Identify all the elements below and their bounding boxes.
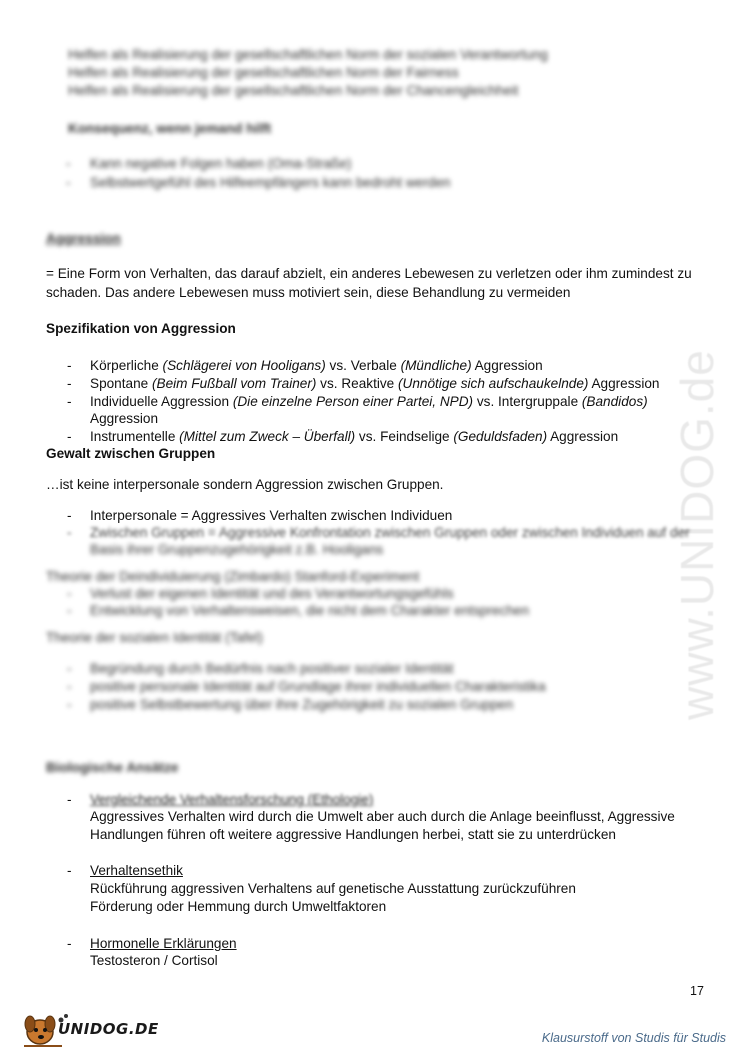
logo-text: UNIDOG.DE: [58, 1020, 159, 1038]
bullet: -: [67, 661, 72, 676]
spec-example: (Geduldsfaden): [453, 429, 548, 444]
bio-item-text: Rückführung aggressiven Verhaltens auf genetische Ausstattung zurückzuführen: [90, 881, 576, 896]
footer-tagline: Klausurstoff von Studis für Studis: [541, 1031, 726, 1045]
spec-example: (Die einzelne Person einer Partei, NPD): [232, 394, 474, 409]
gewalt-item: Zwischen Gruppen = Aggressive Konfrontation zwischen Gruppen oder zwischen Individuen auf der: [90, 525, 690, 540]
bio-item-title: Verhaltensethik: [90, 863, 183, 878]
bullet: -: [67, 586, 72, 601]
spec-text: Aggression: [588, 376, 660, 391]
bullet: -: [67, 697, 72, 712]
gewalt-item: Interpersonale = Aggressives Verhalten zwischen Individuen: [90, 508, 453, 523]
bullet: -: [67, 603, 72, 618]
spec-item: [90, 375, 659, 392]
spec-text: vs. Feindselige: [355, 429, 454, 444]
bullet: -: [67, 936, 72, 951]
bullet: -: [66, 156, 71, 171]
blurred-line: Verlust der eigenen Identität und des Verantwortungsgefühls: [90, 586, 454, 601]
spec-example: (Bandidos): [581, 394, 648, 409]
section-heading-aggression: Aggression: [46, 231, 121, 246]
gewalt-item-continuation: Basis ihrer Gruppenzugehörigkeit z.B. Hooligans: [90, 542, 384, 557]
spec-item-continuation: Aggression: [90, 411, 159, 426]
blurred-line: Entwicklung von Verhaltensweisen, die nicht dem Charakter entsprechen: [90, 603, 530, 618]
spec-heading: Spezifikation von Aggression: [46, 321, 236, 336]
blurred-line: Begründung durch Bedürfnis nach positiver sozialer Identität: [90, 661, 454, 676]
spec-text: Körperliche: [90, 358, 163, 373]
bullet: -: [67, 508, 72, 523]
bullet: -: [67, 863, 72, 878]
spec-text: Aggression: [547, 429, 619, 444]
spec-text: Spontane: [90, 376, 152, 391]
spec-text: Individuelle Aggression: [90, 394, 233, 409]
bullet: -: [67, 394, 72, 409]
spec-example: (Schlägerei von Hooligans): [162, 358, 326, 373]
spec-text: Aggression: [471, 358, 543, 373]
definition-line: schaden. Das andere Lebewesen muss motiviert sein, diese Behandlung zu vermeiden: [46, 285, 571, 300]
bio-item-text: Aggressives Verhalten wird durch die Umwelt aber auch durch die Anlage beeinflusst, Aggressive: [90, 809, 675, 824]
bullet: -: [67, 525, 72, 540]
page-number: 17: [690, 984, 704, 998]
bullet: -: [67, 376, 72, 391]
spec-text: vs. Intergruppale: [473, 394, 582, 409]
spec-example: (Unnötige sich aufschaukelnde): [398, 376, 589, 391]
bullet: -: [67, 358, 72, 373]
bullet: -: [67, 679, 72, 694]
bio-item-text: Testosteron / Cortisol: [90, 953, 218, 968]
bio-item-text: Förderung oder Hemmung durch Umweltfaktoren: [90, 899, 387, 914]
blurred-theory-heading: Theorie der sozialen Identität (Tafel): [46, 630, 263, 645]
section-heading-gewalt: Gewalt zwischen Gruppen: [46, 446, 216, 461]
spec-item: [90, 428, 618, 445]
watermark: www.UNIDOG.de: [671, 349, 723, 720]
spec-example: (Mündliche): [400, 358, 472, 373]
spec-example: (Mittel zum Zweck – Überfall): [179, 429, 356, 444]
blurred-line: Kann negative Folgen haben (Oma-Straße): [90, 156, 352, 171]
bullet: -: [67, 429, 72, 444]
bullet: -: [66, 175, 71, 190]
bio-item-text: Handlungen führen oft weitere aggressive Handlungen herbei, statt sie zu unterdrücken: [90, 827, 616, 842]
spec-text: vs. Reaktive: [316, 376, 398, 391]
spec-item: [90, 393, 648, 410]
blurred-line: Helfen als Realisierung der gesellschaftlichen Norm der Fairness: [68, 65, 459, 80]
blurred-line: Helfen als Realisierung der gesellschaftlichen Norm der Chancengleichheit: [68, 83, 519, 98]
spec-text: vs. Verbale: [325, 358, 401, 373]
blurred-heading-bio: Biologische Ansätze: [46, 760, 179, 775]
spec-text: Instrumentelle: [90, 429, 180, 444]
bio-item-title: Hormonelle Erklärungen: [90, 936, 237, 951]
spec-example: (Beim Fußball vom Trainer): [151, 376, 317, 391]
blurred-line: Selbstwertgefühl des Hilfeempfängers kann bedroht werden: [90, 175, 451, 190]
blurred-theory-heading: Theorie der Deindividuierung (Zimbardo) Stanford-Experiment: [46, 569, 420, 584]
bio-item-title: Vergleichende Verhaltensforschung (Ethologie): [90, 792, 374, 807]
blurred-heading: Konsequenz, wenn jemand hilft: [68, 121, 272, 136]
blurred-line: positive Selbstbewertung über ihre Zugehörigkeit zu sozialen Gruppen: [90, 697, 514, 712]
gewalt-intro: …ist keine interpersonale sondern Aggression zwischen Gruppen.: [46, 477, 444, 492]
blurred-line: positive personale Identität auf Grundlage ihrer individuellen Charakteristika: [90, 679, 546, 694]
spec-item: [90, 357, 543, 374]
blurred-line: Helfen als Realisierung der gesellschaftlichen Norm der sozialen Verantwortung: [68, 47, 548, 62]
bullet: -: [67, 792, 72, 807]
definition-line: = Eine Form von Verhalten, das darauf abzielt, ein anderes Lebewesen zu verletzen oder ihm zumindest zu: [46, 266, 692, 281]
